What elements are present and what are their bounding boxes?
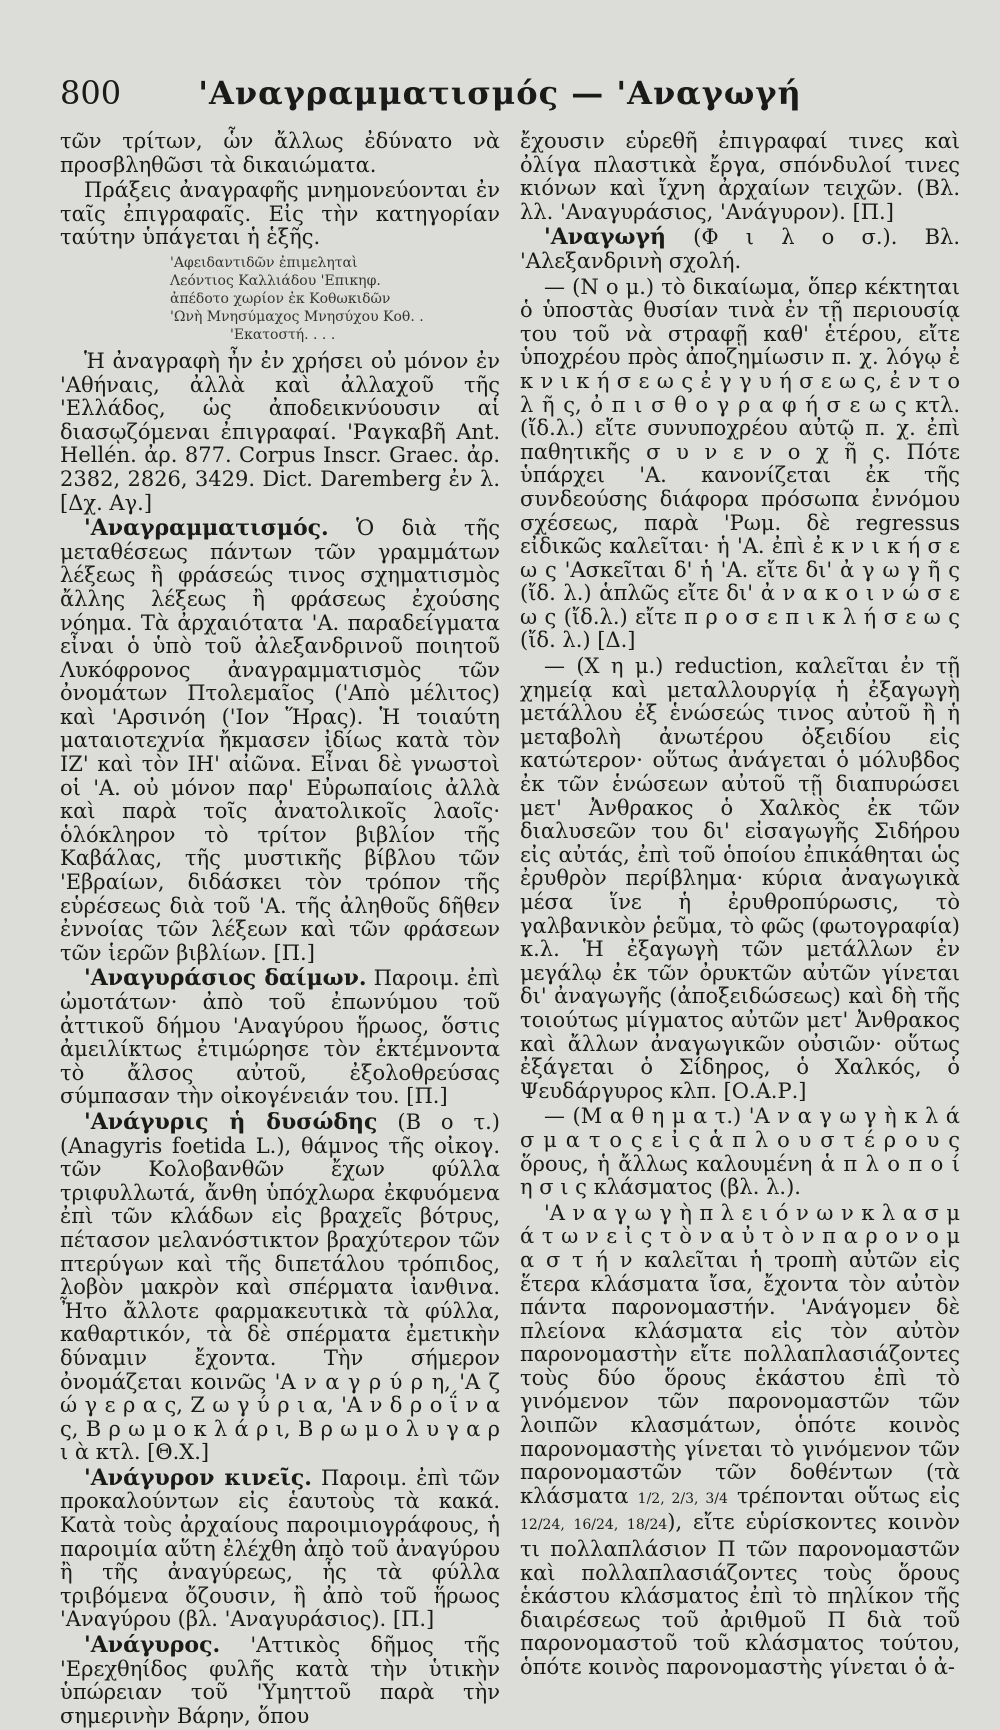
paragraph-math: — (Μ α θ η μ α τ.) 'Α ν α γ ω γ ὴ κ λ ά σ μ α τ ο ς ε ἰ ς ἁ π λ ο υ σ τ έ ρ ο υ ς ὅρους, ἡ ἄλλως καλουμένη ἁ π λ ο π ο ί η σ ι ς κλάσματος (βλ. λ.).	[520, 1104, 960, 1200]
text-span: ), εἴτε εὑρίσκοντες κοινὸν τι πολλαπλάσιον Π τῶν παρονομαστῶν καὶ πολλαπλασιάζοντες τοὺς ὅρους ἑκάστου κλάσματος ἐπὶ τὸ πηλίκον τῆς διαιρέσεως τοῦ ἀριθμοῦ Π διὰ τοῦ παρονομαστοῦ τοῦ κλάσματος τούτου, ὁπότε κοινὸς παρονομαστὴς γίνεται ὁ ἀ-	[520, 1510, 960, 1679]
paragraph-fractions	[520, 1202, 960, 1680]
page-number: 800	[60, 74, 122, 112]
entry-anagyros	[60, 1634, 500, 1728]
entry-headword: 'Αναγυράσιος δαίμων.	[84, 965, 367, 992]
entry-headword: 'Ανάγυρις ἡ δυσώδης	[84, 1108, 378, 1135]
running-title: 'Αναγραμματισμός — 'Αναγωγή	[198, 74, 802, 112]
quote-line: 'Ωνὴ Μνησύμαχος Μνησύχου Κοθ. .	[170, 308, 424, 325]
fraction-list: 12/24, 16/24, 18/24	[520, 1517, 668, 1534]
entry-headword: 'Ανάγυρος.	[84, 1632, 221, 1659]
left-column	[60, 130, 500, 1730]
entry-headword: 'Αναγωγή	[544, 224, 666, 251]
entry-anagyris	[60, 1108, 500, 1465]
entry-anagoge	[520, 226, 960, 273]
paragraph-chemistry: — (Χ η μ.) reduction, καλεῖται ἐν τῇ χημείᾳ καὶ μεταλλουργίᾳ ἡ ἐξαγωγὴ μετάλλου ἐξ ἑνώσεώς τινος αὐτοῦ ἢ ἡ μεταβολὴ ἀνωτέρου ὀξειδίου εἰς κατώτερον· οὕτως ἀνάγεται ὁ μόλυβδος ἐκ τῶν ἑνώσεων αὐτοῦ τῇ διαπυρώσει μετ' Ἀνθρακος ὁ Χαλκὸς ἐκ τῶν διαλυσεῶν του δι' εἰσαγωγῆς Σιδήρου εἰς αὐτάς, ἐπὶ τοῦ ὁποίου ἐπικάθηται ὡς ἐρυθρὸν περίβλημα· κύρια ἀναγωγικὰ μέσα ἵνε ἡ ἐρυθροπύρωσις, τὸ γαλβανικὸν ῥεῦμα, τὸ φῶς (φωτογραφία) κ.λ. Ἡ ἐξαγωγὴ τῶν μετάλλων ἐν μεγάλῳ ἐκ τῶν ὀρυκτῶν αὐτῶν γίνεται δι' ἀναγωγῆς (ἀποξειδώσεως) καὶ δὴ τῆς τοιούτως μίγματος αὐτῶν μετ' Ἀνθρακος καὶ ἄλλων ἀναγωγικῶν οὐσιῶν· οὕτως ἐξάγεται ὁ Σίδηρος, ὁ Χαλκός, ὁ Ψευδάργυρος κλπ. [Ο.Α.Ρ.]	[520, 654, 960, 1103]
paragraph-law: — (Ν ο μ.) τὸ δικαίωμα, ὅπερ κέκτηται ὁ ὑποστὰς θυσίαν τινὰ ἐν τῇ περιουσίᾳ του τοῦ νὰ στραφῇ καθ' ἑτέρου, εἴτε ὑποχρέου πρὸς ἀποζημίωσιν π. χ. λόγῳ ἐ κ ν ι κ ή σ ε ω ς ἐ γ γ υ ή σ ε ω ς, ἐ ν τ ο λ ῆ ς, ὀ π ι σ θ ο γ ρ α φ ή σ ε ω ς κτλ. (ἴδ.λ.) εἴτε συνυποχρέου αὐτῷ π. χ. ἐπὶ παθητικῆς σ υ ν ε ν ο χ ῆ ς. Πότε ὑπάρχει 'Α. κανονίζεται ἐκ τῆς συνδεούσης διάφορα πρόσωπα ἐννόμου σχέσεως, παρὰ 'Ρωμ. δὲ regressus εἰδικῶς καλεῖται· ἡ 'Α. ἐπὶ ἐ κ ν ι κ ή σ ε ω ς 'Ασκεῖται δ' ἡ 'Α. εἴτε δι' ἀ γ ω γ ῆ ς (ἴδ. λ.) ἁπλῶς εἴτε δι' ἀ ν α κ ο ι ν ώ σ ε ω ς (ἴδ.λ.) εἴτε π ρ ο σ ε π ι κ λ ή σ ε ω ς (ἴδ. λ.) [Δ.]	[520, 274, 960, 653]
text-span: 'Α ν α γ ω γ ὴ π λ ε ι ό ν ω ν κ λ α σ μ ά τ ω ν ε ἰ ς τ ὸ ν α ὐ τ ὸ ν π α ρ ο ν ο μ α σ τ ή ν καλεῖται ἡ τροπὴ αὐτῶν εἰς ἕτερα κλάσματα ἴσα, ἔχοντα τὸν αὐτὸν πάντα παρονομαστήν. 'Ανάγομεν δὲ πλείονα κλάσματα εἰς τὸν αὐτὸν παρονομαστὴν εἴτε πολλαπλασιάζοντες τοὺς δύο ὅρους ἑκάστου ἐπὶ τὸ γινόμενον τῶν παρονομαστῶν τῶν λοιπῶν κλασμάτων, ὁπότε κοινὸς παρονομαστὴς γίνεται τὸ γινόμενον τῶν παρονομαστῶν τῶν δοθέντων (τὰ κλάσματα	[520, 1200, 960, 1508]
entry-headword: 'Ανάγυρον κινεῖς.	[84, 1464, 312, 1491]
quote-line: 'Εκατοστή. . . .	[230, 326, 336, 343]
paragraph: Πράξεις ἀναγραφῆς μνημονεύονται ἐν ταῖς ἐπιγραφαῖς. Εἰς τὴν κατηγορίαν ταύτην ὑπάγεται ἡ ἑξῆς.	[60, 178, 500, 250]
paragraph: τῶν τρίτων, ὧν ἄλλως ἐδύνατο νὰ προσβληθῶσι τὰ δικαιώματα.	[60, 129, 500, 177]
entry-body: Παροιμ. ἐπὶ ὠμοτάτων· ἀπὸ τοῦ ἐπωνύμου τοῦ ἀττικοῦ δήμου 'Αναγύρου ἥρωος, ὅστις ἀμειλίκτως ἐτιμώρησε τὸν ἐκτέμνοντα τὸ ἄλσος αὐτοῦ, ἐξολοθρεύσας σύμπασαν τὴν οἰκογένειάν του. [Π.]	[60, 966, 500, 1109]
entry-body: 'Αττικὸς δῆμος τῆς 'Ερεχθηίδος φυλῆς κατὰ τὴν ὑτικὴν ὑπώρειαν τοῦ 'Υμηττοῦ παρὰ τὴν σημερινὴν Βάρην, ὅπου	[60, 1633, 500, 1728]
entry-body: Ὁ διὰ τῆς μεταθέσεως πάντων τῶν γραμμάτων λέξεως ἢ φράσεώς τινος σχηματισμὸς ἄλλης λέξεως ἢ φράσεως ἐχούσης νόημα. Τὰ ἀρχαιότατα 'Α. παραδείγματα εἶναι ὁ ὑπὸ τοῦ ἀλεξανδρινοῦ ποιητοῦ Λυκόφρονος ἀναγραμματισμὸς τῶν ὀνομάτων Πτολεμαῖος ('Απὸ μέλιτος) καὶ 'Αρσινόη ('Ιον Ἥρας). Ἡ τοιαύτη ματαιοτεχνία ἤκμασεν ἰδίως κατὰ τὸν ΙΖ' καὶ τὸν ΙΗ' αἰῶνα. Εἶναι δὲ γνωστοὶ οἱ 'Α. οὐ μόνον παρ' Εὐρωπαίοις ἀλλὰ καὶ παρὰ τοῖς ἀνατολικοῖς λαοῖς· ὁλόκληρον τὸ τρίτον βιβλίον τῆς Καβάλας, τῆς μυστικῆς βίβλου τῶν 'Εβραίων, διδάσκει τὸν τρόπον τῆς εὑρέσεως διὰ τοῦ 'Α. τῆς ἀληθοῦς δῆθεν ἐννοίας τῶν λέξεων καὶ τῶν φράσεων τῶν ἱερῶν βιβλίων. [Π.]	[60, 516, 500, 965]
quote-line: Λεόντιος Καλλιάδου 'Επικηφ.	[170, 272, 381, 289]
text-span: τρέπονται οὕτως εἰς	[736, 1483, 960, 1508]
right-column	[520, 130, 960, 1682]
entry-body: (Β ο τ.) (Anagyris foetida L.), θάμνος τῆς οἰκογ. τῶν Κολοβανθῶν ἔχων φύλλα τριφυλλωτά, ἄνθη ὑπόχλωρα ἐκφυόμενα ἐπὶ τῶν κλάδων εἰς βραχεῖς βότρυς, πέτασον μελανόστικτον βραχύτερον τῶν πτερύγων καὶ τῆς διπετάλου τρόπιδος, λοβὸν μακρὸν καὶ σπέρματα ἰανθινα. Ἦτο ἄλλοτε φαρμακευτικὰ τὰ φύλλα, καθαρτικόν, τὰ δὲ σπέρματα ἐμετικὴν δύναμιν ἔχοντα. Τὴν σήμερον ὀνομάζεται κοινῶς 'Α ν α γ ρ ύ ρ η, 'Α ζ ώ γ ε ρ α ς, Ζ ω γ ύ ρ ι α, 'Α ν δ ρ ο ΐ ν α ς, Β ρ ω μ ο κ λ ά ρ ι, Β ρ ω μ ο λ υ γ α ρ ι ὰ κτλ. [Θ.Χ.]	[60, 1109, 500, 1465]
paragraph: Ἡ ἀναγραφὴ ἦν ἐν χρήσει οὐ μόνον ἐν 'Αθήναις, ἀλλὰ καὶ ἀλλαχοῦ τῆς 'Ελλάδος, ὡς ἀποδεικνύουσιν αἱ διασῳζόμεναι ἐπιγραφαί. 'Ραγκαβῆ Ant. Hellén. ἀρ. 877. Corpus Inscr. Graec. ἀρ. 2382, 2826, 3429. Dict. Daremberg ἐν λ. [Δχ. Αγ.]	[60, 348, 500, 515]
entry-body: (Φ ι λ ο σ.). Βλ. 'Αλεξανδρινὴ σχολή.	[520, 225, 960, 273]
quote-line: 'Αφειδαντιδῶν ἐπιμεληταὶ	[170, 254, 358, 271]
quote-line: ἀπέδοτο χωρίον ἐκ Κοθωκιδῶν	[170, 290, 391, 307]
entry-anagyrasios	[60, 967, 500, 1109]
inscription-quote	[170, 254, 500, 344]
entry-body: Παροιμ. ἐπὶ τῶν προκαλούντων εἰς ἑαυτοὺς τὰ κακά. Κατὰ τοὺς ἀρχαίους παροιμιογράφους, ἡ παροιμία αὕτη ἐλέχθη ἀπὸ τοῦ ἀναγύρου ἢ τῆς ἀναγύρεως, ἧς τὰ φύλλα τριβόμενα ὄζουσιν, ἢ ἀπὸ τοῦ ἥρωος 'Αναγύρου (βλ. 'Αναγυράσιος). [Π.]	[60, 1465, 500, 1632]
page-header	[60, 74, 940, 120]
entry-anagrammatismos	[60, 517, 500, 965]
paragraph: ἔχουσιν εὑρεθῆ ἐπιγραφαί τινες καὶ ὀλίγα πλαστικὰ ἔργα, σπόνδυλοί τινες κιόνων καὶ ἴχνη ἀρχαίων τειχῶν. (Βλ. λλ. 'Αναγυράσιος, 'Ανάγυρον). [Π.]	[520, 129, 960, 224]
entry-anagyron	[60, 1464, 500, 1632]
entry-headword: 'Αναγραμματισμός.	[84, 515, 329, 542]
fraction-list: 1/2, 2/3, 3/4	[637, 1490, 728, 1507]
